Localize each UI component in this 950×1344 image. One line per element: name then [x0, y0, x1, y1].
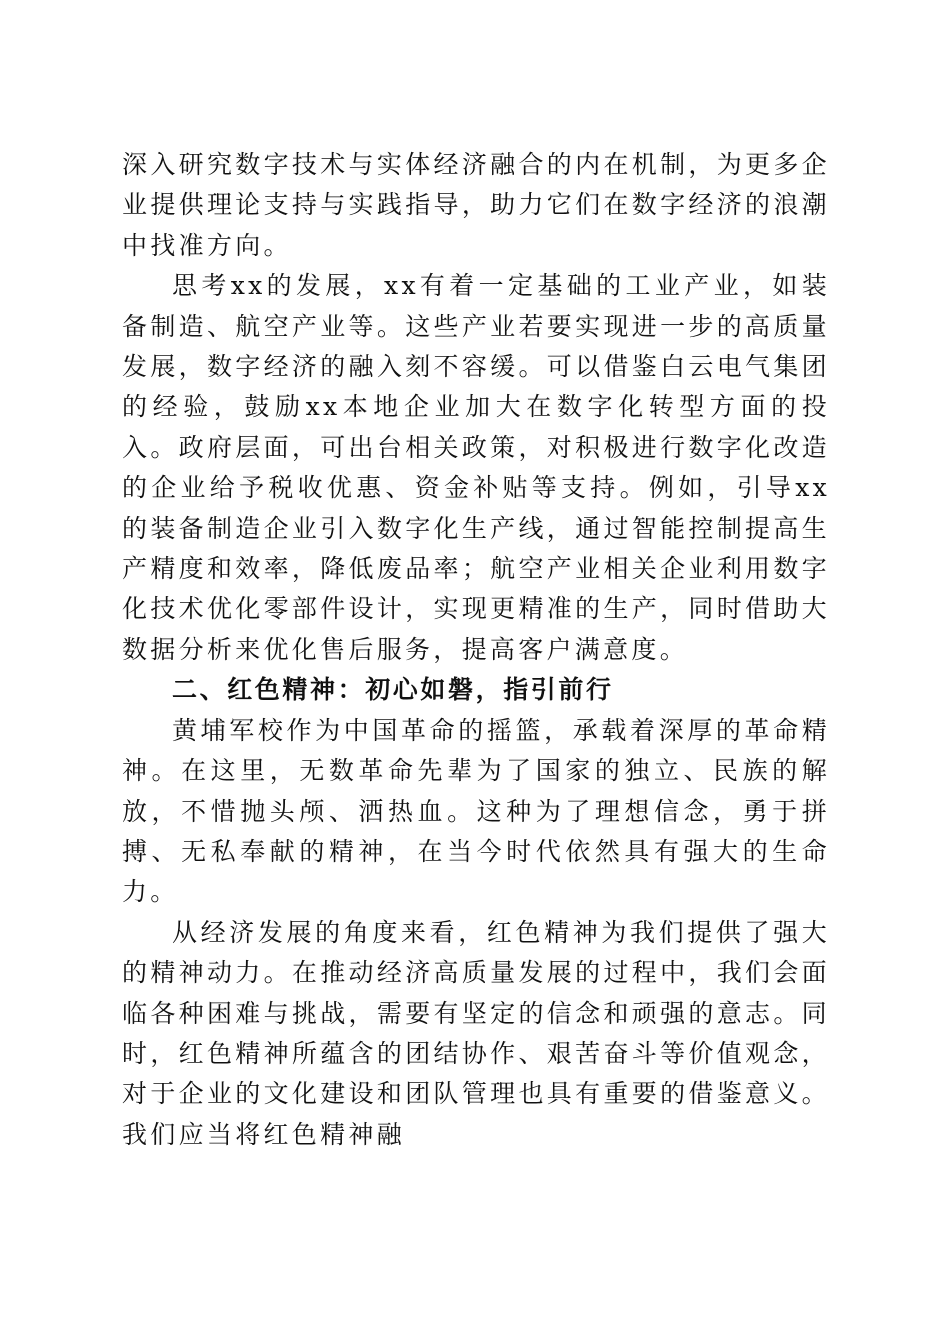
paragraph-xx-development: 思考xx的发展，xx有着一定基础的工业产业，如装备制造、航空产业等。这些产业若要实现进一步的高质量发展，数字经济的融入刻不容缓。可以借鉴白云电气集团的经验，鼓励xx本地企业加大在数字化转型方面的投入。政府层面，可出台相关政策，对积极进行数字化改造的企业给予税收优惠、资金补贴等支持。例如，引导xx的装备制造企业引入数字化生产线，通过智能控制提高生产精度和效率，降低废品率；航空产业相关企业利用数字化技术优化零部件设计，实现更精准的生产，同时借助大数据分析来优化售后服务，提高客户满意度。	[122, 271, 830, 664]
paragraph-continued: 深入研究数字技术与实体经济融合的内在机制，为更多企业提供理论支持与实践指导，助力它们在数字经济的浪潮中找准方向。	[122, 150, 830, 260]
paragraph-whampoa: 黄埔军校作为中国革命的摇篮，承载着深厚的革命精神。在这里，无数革命先辈为了国家的独立、民族的解放，不惜抛头颅、洒热血。这种为了理想信念，勇于拼搏、无私奉献的精神，在当今时代依然具有强大的生命力。	[122, 715, 830, 907]
document-body	[122, 145, 830, 1155]
paragraph-red-spirit: 从经济发展的角度来看，红色精神为我们提供了强大的精神动力。在推动经济高质量发展的过程中，我们会面临各种困难与挑战，需要有坚定的信念和顽强的意志。同时，红色精神所蕴含的团结协作、艰苦奋斗等价值观念，对于企业的文化建设和团队管理也具有重要的借鉴意义。我们应当将红色精神融	[122, 917, 830, 1149]
section-heading: 二、红色精神：初心如磐，指引前行	[172, 675, 614, 705]
